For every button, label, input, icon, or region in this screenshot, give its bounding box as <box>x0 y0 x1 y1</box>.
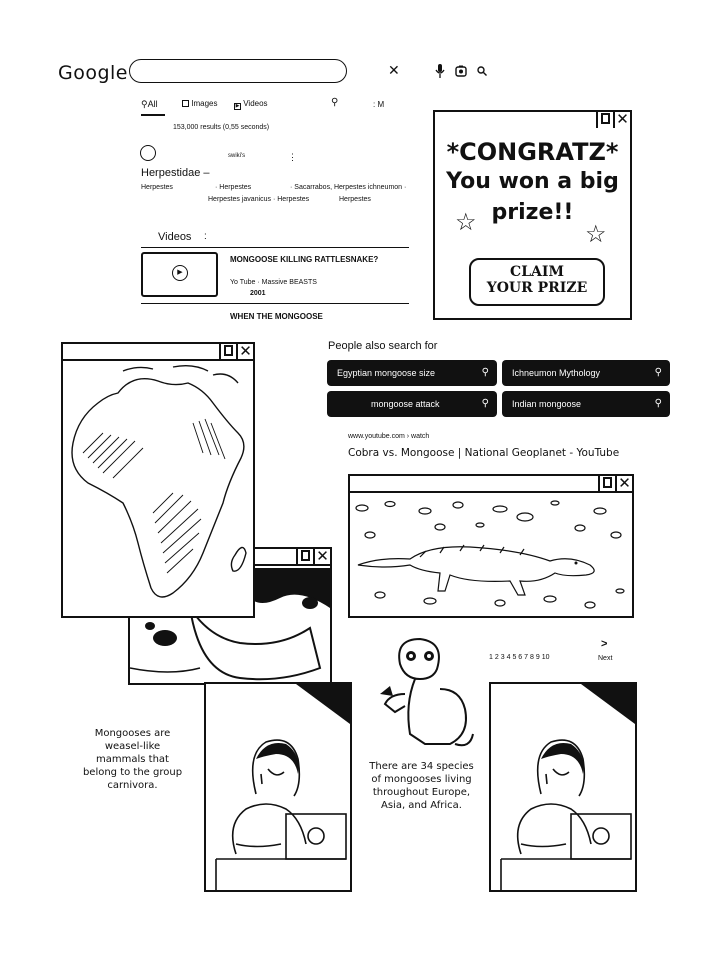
image-icon <box>182 100 189 107</box>
camera-icon[interactable] <box>455 65 467 77</box>
chip-label: mongoose attack <box>371 399 440 409</box>
popup-prize: prize!! <box>491 200 574 225</box>
page-6[interactable]: 6 <box>518 654 523 661</box>
play-icon: ▶ <box>235 103 240 109</box>
search-icon: ⚲ <box>141 99 148 109</box>
africa-map-illustration <box>63 363 253 616</box>
search-icon: ⚲ <box>654 398 662 409</box>
video-title[interactable]: MONGOOSE KILLING RATTLESNAKE? <box>230 255 379 264</box>
sublink-4[interactable]: Herpestes javanicus · Herpestes <box>208 196 310 203</box>
pagination <box>489 654 550 661</box>
page-1[interactable]: 1 <box>489 654 493 661</box>
tab-all-label: All <box>147 99 158 109</box>
site-name[interactable]: swiki's <box>228 153 246 159</box>
chip-label: Indian mongoose <box>512 399 582 409</box>
page-4[interactable]: 4 <box>506 654 511 661</box>
map-window[interactable] <box>61 342 255 618</box>
sublink-3[interactable]: · Sacarrabos, Herpestes ichneumon · <box>290 184 407 191</box>
mic-icon[interactable] <box>435 64 445 78</box>
tab-images[interactable] <box>182 99 217 108</box>
result-title[interactable]: Herpestidae – <box>141 167 210 179</box>
chip-label: Egyptian mongoose size <box>337 368 436 378</box>
divider <box>141 303 409 304</box>
window-titlebar[interactable] <box>350 476 632 493</box>
comic-panel-left <box>204 682 352 892</box>
page-5[interactable]: 5 <box>512 654 517 661</box>
search-icon: ⚲ <box>481 367 489 378</box>
close-button[interactable]: ✕ <box>615 475 632 492</box>
caption-middle: There are 34 species of mongooses living throughout Europe, Asia, and Africa. <box>369 761 474 811</box>
video-source: Yo Tube · Massive BEASTS <box>230 279 317 286</box>
search-input[interactable] <box>129 59 347 83</box>
search-chip-indian[interactable] <box>502 391 670 417</box>
maximize-button[interactable] <box>296 548 313 565</box>
videos-menu-icon[interactable]: : <box>204 231 207 242</box>
sublink-5[interactable]: Herpestes <box>339 196 371 203</box>
search-chip-ichneumon[interactable] <box>502 360 670 386</box>
sublink-1[interactable]: Herpestes <box>141 184 173 191</box>
tab-videos[interactable] <box>234 99 268 110</box>
caption-left: Mongooses are weasel-like mammals that belong to the group carnivora. <box>82 728 183 791</box>
next-arrow-icon[interactable]: > <box>601 638 608 650</box>
page-10[interactable]: 10 <box>541 654 550 661</box>
close-button[interactable]: ✕ <box>236 343 253 360</box>
search-icon: ⚲ <box>481 398 489 409</box>
videos-heading: Videos <box>158 231 192 243</box>
person-with-laptop-illustration <box>206 684 350 890</box>
search-chip-egyptian[interactable] <box>327 360 497 386</box>
play-icon: ▶ <box>172 265 188 281</box>
page-8[interactable]: 8 <box>530 654 534 661</box>
person-with-laptop-illustration <box>491 684 635 890</box>
result-url[interactable]: www.youtube.com › watch <box>348 433 430 440</box>
chip-label: Ichneumon Mythology <box>512 368 601 378</box>
sublink-2[interactable]: · Herpestes <box>215 184 252 191</box>
tab-all[interactable] <box>141 99 158 110</box>
tab-more[interactable]: : M <box>373 100 385 109</box>
maximize-button[interactable] <box>219 343 236 360</box>
window-titlebar[interactable] <box>63 344 253 361</box>
page-3[interactable]: 3 <box>500 654 505 661</box>
star-icon: ☆ <box>455 209 477 236</box>
maximize-button[interactable] <box>596 111 613 128</box>
result-title-youtube[interactable]: Cobra vs. Mongoose | National Geoplanet - YouTube <box>348 447 620 459</box>
search-chip-attack[interactable] <box>327 391 497 417</box>
search-icon[interactable] <box>477 66 487 76</box>
video-window[interactable] <box>348 474 634 618</box>
claim-prize-button[interactable] <box>469 258 605 306</box>
video-thumbnail[interactable] <box>141 252 218 297</box>
popup-ad-window[interactable] <box>433 110 632 320</box>
your-prize-label: YOUR PRIZE <box>486 280 588 296</box>
google-logo[interactable]: Google <box>58 62 129 84</box>
page-2[interactable]: 2 <box>494 654 499 661</box>
popup-headline: *CONGRATZ* <box>446 138 619 166</box>
tab-all-underline <box>141 114 165 116</box>
site-favicon <box>140 145 156 161</box>
video-title-2[interactable]: WHEN THE MONGOOSE <box>230 312 323 321</box>
mongoose-illustration <box>350 495 632 616</box>
maximize-button[interactable] <box>598 475 615 492</box>
close-button[interactable]: ✕ <box>313 548 330 565</box>
results-count: 153,000 results (0,55 seconds) <box>173 124 270 131</box>
tab-images-label: Images <box>191 99 218 108</box>
also-search-heading: People also search for <box>328 340 438 352</box>
claim-label: CLAIM <box>510 264 564 280</box>
comic-panel-right <box>489 682 637 892</box>
close-icon[interactable]: ✕ <box>388 63 400 79</box>
divider <box>141 247 409 248</box>
next-page-link[interactable]: Next <box>598 655 613 662</box>
page-9[interactable]: 9 <box>535 654 540 661</box>
page-7[interactable]: 7 <box>524 654 529 661</box>
mongoose-thumbs-up-illustration <box>375 634 475 754</box>
star-icon: ☆ <box>585 221 607 248</box>
tab-videos-label: Videos <box>243 99 268 108</box>
window-titlebar[interactable] <box>435 112 630 129</box>
popup-subline: You won a big <box>446 169 619 194</box>
search-icon: ⚲ <box>654 367 662 378</box>
more-options-icon[interactable]: ⋮ <box>288 152 297 162</box>
location-icon[interactable]: ⚲ <box>331 97 339 108</box>
video-year: 2001 <box>250 290 266 297</box>
close-button[interactable]: ✕ <box>613 111 630 128</box>
